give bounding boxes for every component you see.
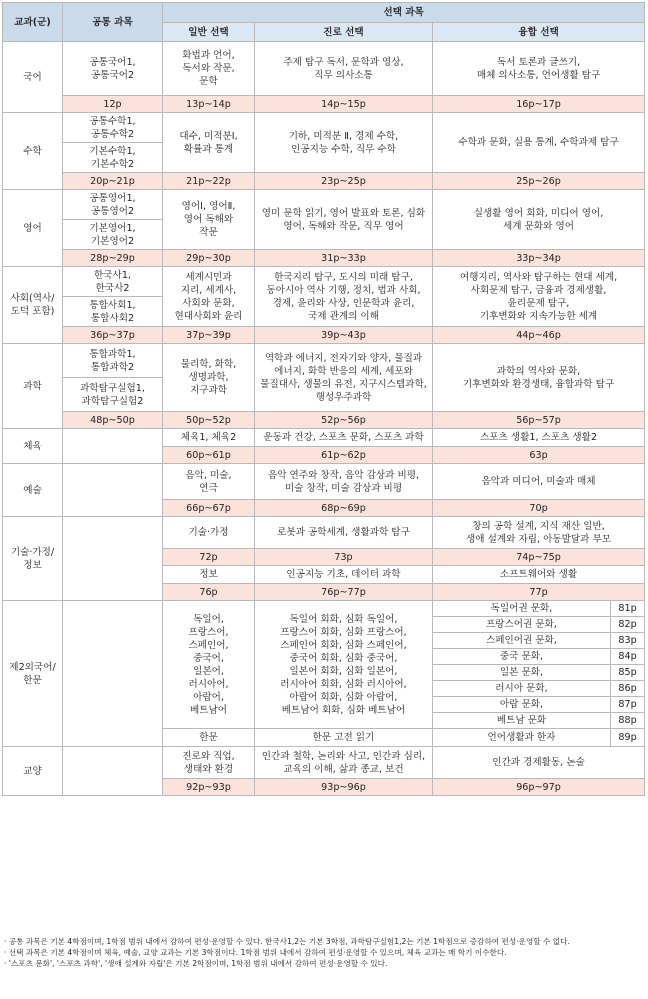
common-arts-empty <box>63 464 163 517</box>
page-common-english: 28p~29p <box>63 250 163 267</box>
group-science: 과학 <box>3 344 63 429</box>
group-math: 수학 <box>3 113 63 190</box>
career-social: 한국지리 탐구, 도시의 미래 탐구, 동아시아 역사 기행, 정치, 법과 사회, 경제, 윤리와 사상, 인문학과 윤리, 국제 관계의 이해 <box>255 267 433 327</box>
career-culture: 인간과 철학, 논리와 사고, 인간과 심리, 교육의 이해, 삶과 종교, 보건 <box>255 747 433 779</box>
page-career-science: 52p~56p <box>255 412 433 429</box>
common-english-b: 기본영어1, 기본영어2 <box>63 220 163 250</box>
header-general: 일반 선택 <box>163 23 255 42</box>
common-lang2-empty <box>63 601 163 747</box>
header-career: 진로 선택 <box>255 23 433 42</box>
common-science-b: 과학탐구실험1, 과학탐구실험2 <box>63 378 163 412</box>
page-general-pe: 60p~61p <box>163 447 255 464</box>
general-social: 세계시민과 지리, 세계사, 사회와 문화, 현대사회와 윤리 <box>163 267 255 327</box>
general-korean: 화법과 언어, 독서와 작문, 문학 <box>163 42 255 96</box>
general-lang2-b: 한문 <box>163 729 255 747</box>
page-fusion-korean: 16p~17p <box>433 96 645 113</box>
page-general-math: 21p~22p <box>163 173 255 190</box>
fusion-lang2-page-0: 81p <box>611 601 645 617</box>
page-fusion-pe: 63p <box>433 447 645 464</box>
fusion-lang2-page-7: 88p <box>611 713 645 729</box>
fusion-math: 수학과 문화, 실용 통계, 수학과제 탐구 <box>433 113 645 173</box>
fusion-tech-a: 창의 공학 설계, 지식 재산 일반, 생애 설계와 자립, 아동발달과 부모 <box>433 517 645 549</box>
common-tech-empty <box>63 517 163 601</box>
fusion-lang2-page-6: 87p <box>611 697 645 713</box>
page-career-tech-b: 76p~77p <box>255 584 433 601</box>
header-elective: 선택 과목 <box>163 3 645 23</box>
common-science-a: 통합과학1, 통합과학2 <box>63 344 163 378</box>
career-lang2: 독일어 회화, 심화 독일어, 프랑스어 회화, 심화 프랑스어, 스페인어 회화, 심화 스페인어, 중국어 회화, 심화 중국어, 일본어 회화, 심화 일본어, 러시아어 회화, 심화 러시아어, 아랍어 회화, 심화 아랍어, 베트남어 회화, 심화 베트남어 <box>255 601 433 729</box>
page-general-culture: 92p~93p <box>163 779 255 796</box>
curriculum-table <box>2 2 645 796</box>
fusion-lang2-6: 아랍 문화, <box>433 697 611 713</box>
career-arts: 음악 연주와 창작, 음악 감상과 비평, 미술 창작, 미술 감상과 비평 <box>255 464 433 500</box>
page-fusion-tech-a: 74p~75p <box>433 549 645 566</box>
page-fusion-math: 25p~26p <box>433 173 645 190</box>
page-career-tech-a: 73p <box>255 549 433 566</box>
group-culture: 교양 <box>3 747 63 796</box>
career-tech-b: 인공지능 기초, 데이터 과학 <box>255 566 433 584</box>
fusion-lang2-4: 일본 문화, <box>433 665 611 681</box>
page-fusion-arts: 70p <box>433 500 645 517</box>
career-tech-a: 로봇과 공학세계, 생활과학 탐구 <box>255 517 433 549</box>
fusion-culture: 인간과 경제활동, 논술 <box>433 747 645 779</box>
page-fusion-science: 56p~57p <box>433 412 645 429</box>
general-arts: 음악, 미술, 연극 <box>163 464 255 500</box>
header-common: 공통 과목 <box>63 3 163 42</box>
general-tech-b: 정보 <box>163 566 255 584</box>
page-career-pe: 61p~62p <box>255 447 433 464</box>
general-math: 대수, 미적분Ⅰ, 확률과 통계 <box>163 113 255 173</box>
common-math-a: 공통수학1, 공통수학2 <box>63 113 163 143</box>
page-career-social: 39p~43p <box>255 327 433 344</box>
fusion-english: 실생활 영어 회화, 미디어 영어, 세계 문화와 영어 <box>433 190 645 250</box>
fusion-lang2-page-3: 84p <box>611 649 645 665</box>
career-science: 역학과 에너지, 전자기와 양자, 물질과 에너지, 화학 반응의 세계, 세포와 물질대사, 생물의 유전, 지구시스템과학, 행성우주과학 <box>255 344 433 412</box>
page-fusion-tech-b: 77p <box>433 584 645 601</box>
career-korean: 주제 탐구 독서, 문학과 영상, 직무 의사소통 <box>255 42 433 96</box>
fusion-lang2-2: 스페인어권 문화, <box>433 633 611 649</box>
page-fusion-english: 33p~34p <box>433 250 645 267</box>
group-english: 영어 <box>3 190 63 267</box>
fusion-lang2-7: 베트남 문화 <box>433 713 611 729</box>
group-social: 사회(역사/ 도덕 포함) <box>3 267 63 344</box>
group-pe: 체육 <box>3 429 63 464</box>
group-lang2: 제2외국어/ 한문 <box>3 601 63 747</box>
page-general-tech-b: 76p <box>163 584 255 601</box>
fusion-lang2-3: 중국 문화, <box>433 649 611 665</box>
fusion-lang2-page-5: 86p <box>611 681 645 697</box>
group-tech: 기술·가정/ 정보 <box>3 517 63 601</box>
page-career-arts: 68p~69p <box>255 500 433 517</box>
page-common-math: 20p~21p <box>63 173 163 190</box>
footnotes <box>4 936 644 969</box>
page-career-korean: 14p~15p <box>255 96 433 113</box>
fusion-arts: 음악과 미디어, 미술과 매체 <box>433 464 645 500</box>
fusion-lang2-b-page: 89p <box>611 729 645 747</box>
general-lang2: 독일어, 프랑스어, 스페인어, 중국어, 일본어, 러시아어, 아랍어, 베트남어 <box>163 601 255 729</box>
page-general-tech-a: 72p <box>163 549 255 566</box>
common-korean: 공통국어1, 공통국어2 <box>63 42 163 96</box>
common-english-a: 공통영어1, 공통영어2 <box>63 190 163 220</box>
page-fusion-social: 44p~46p <box>433 327 645 344</box>
fusion-lang2-5: 러시아 문화, <box>433 681 611 697</box>
footnote-2: · 선택 과목은 기본 4학점이며 체육, 예술, 교양 교과는 기본 3학점이다. 1학점 범위 내에서 감하여 편성·운영할 수 있으며, 체육 교과는 매 학기 이수한다. <box>4 948 507 957</box>
fusion-korean: 독서 토론과 글쓰기, 매체 의사소통, 언어생활 탐구 <box>433 42 645 96</box>
fusion-lang2-b: 언어생활과 한자 <box>433 729 611 747</box>
fusion-lang2-page-1: 82p <box>611 617 645 633</box>
fusion-social: 여행지리, 역사와 탐구하는 현대 세계, 사회문제 탐구, 금융과 경제생활, 윤리문제 탐구, 기후변화와 지속가능한 세계 <box>433 267 645 327</box>
page-general-social: 37p~39p <box>163 327 255 344</box>
career-pe: 운동과 건강, 스포츠 문화, 스포츠 과학 <box>255 429 433 447</box>
common-social-a: 한국사1, 한국사2 <box>63 267 163 297</box>
footnote-3: · '스포츠 문화', '스포츠 과학', '생애 설계와 자립'은 기본 2학점이며, 1학점 범위 내에서 감하여 편성·운영할 수 있다. <box>4 959 388 968</box>
page-general-english: 29p~30p <box>163 250 255 267</box>
page-career-english: 31p~33p <box>255 250 433 267</box>
page-general-arts: 66p~67p <box>163 500 255 517</box>
general-tech-a: 기술·가정 <box>163 517 255 549</box>
page-common-social: 36p~37p <box>63 327 163 344</box>
page-career-culture: 93p~96p <box>255 779 433 796</box>
fusion-tech-b: 소프트웨어와 생활 <box>433 566 645 584</box>
fusion-lang2-page-4: 85p <box>611 665 645 681</box>
fusion-lang2-1: 프랑스어권 문화, <box>433 617 611 633</box>
group-korean: 국어 <box>3 42 63 113</box>
career-math: 기하, 미적분 Ⅱ, 경제 수학, 인공지능 수학, 직무 수학 <box>255 113 433 173</box>
common-pe-empty <box>63 429 163 464</box>
page-fusion-culture: 96p~97p <box>433 779 645 796</box>
common-social-b: 통합사회1, 통합사회2 <box>63 297 163 327</box>
fusion-pe: 스포츠 생활1, 스포츠 생활2 <box>433 429 645 447</box>
career-lang2-b: 한문 고전 읽기 <box>255 729 433 747</box>
page-common-science: 48p~50p <box>63 412 163 429</box>
career-english: 영미 문학 읽기, 영어 발표와 토론, 심화 영어, 독해와 작문, 직무 영어 <box>255 190 433 250</box>
page-career-math: 23p~25p <box>255 173 433 190</box>
page-general-science: 50p~52p <box>163 412 255 429</box>
general-pe: 체육1, 체육2 <box>163 429 255 447</box>
group-arts: 예술 <box>3 464 63 517</box>
page-common-korean: 12p <box>63 96 163 113</box>
fusion-science: 과학의 역사와 문화, 기후변화와 환경생태, 융합과학 탐구 <box>433 344 645 412</box>
page-general-korean: 13p~14p <box>163 96 255 113</box>
general-culture: 진로와 직업, 생태와 환경 <box>163 747 255 779</box>
footnote-1: · 공통 과목은 기본 4학점이며, 1학점 범위 내에서 감하여 편성·운영할 수 있다. 한국사1,2는 기본 3학점, 과학탐구실험1,2는 기본 1학점으로 증감하여 편성·운영할 수 없다. <box>4 937 570 946</box>
general-science: 물리학, 화학, 생명과학, 지구과학 <box>163 344 255 412</box>
common-math-b: 기본수학1, 기본수학2 <box>63 143 163 173</box>
fusion-lang2-0: 독일어권 문화, <box>433 601 611 617</box>
header-fusion: 융합 선택 <box>433 23 645 42</box>
general-english: 영어Ⅰ, 영어Ⅱ, 영어 독해와 작문 <box>163 190 255 250</box>
header-group: 교과(군) <box>3 3 63 42</box>
common-culture-empty <box>63 747 163 796</box>
fusion-lang2-page-2: 83p <box>611 633 645 649</box>
